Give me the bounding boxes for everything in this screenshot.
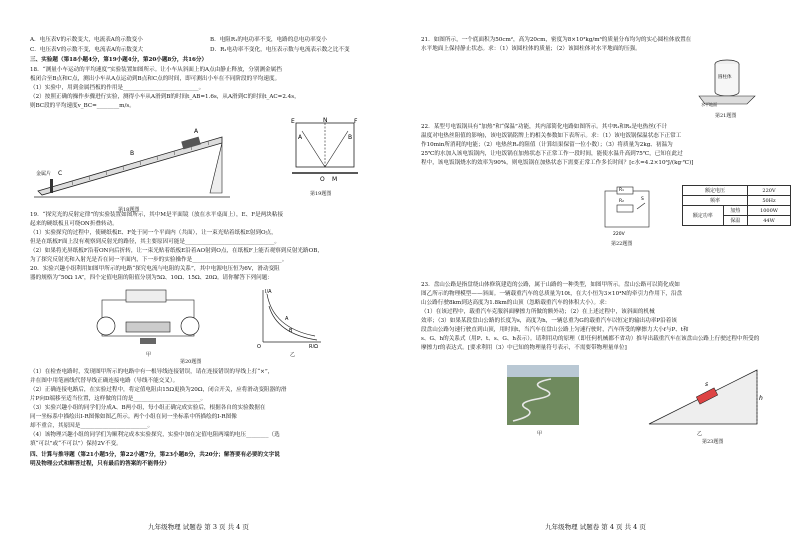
page-3-footer: 九年级物理 试题卷 第 3 页 共 4 页 — [148, 523, 249, 531]
resistor-r2 — [617, 205, 633, 212]
section4-title: 四、计算与推导题（第21小题5分，第22小题7分，第23小题8分，共20分；解答要有必要的文字说 — [30, 452, 280, 458]
q23-line: 摩擦力f的表达式。[要求利用（3）中已知的物理量符号表示，不需要带物理量单位] — [421, 345, 627, 351]
curve-b-label: B — [289, 328, 293, 334]
figure-23-right-label: 乙 — [697, 431, 703, 437]
label-m: M — [332, 176, 338, 183]
spec-cell: 加热 — [723, 206, 747, 216]
q19-line: 但是在纸板F面上没有观察到反射光的路径，其主要原因可能是________________________________。 — [30, 239, 281, 245]
q22-line: 25℃的水加入该电饭锅内，让电饭锅在加热状态下正常工作一段时间，能使水温升高到75℃，已知在此过 — [421, 151, 683, 157]
figure-20-circuit — [92, 286, 204, 348]
q20-line: 器的规格为“50Ω 1A”，四个定值电阻的阻值分别为5Ω、10Ω、15Ω、20Ω。请你解答下列问题： — [30, 275, 273, 281]
q22-line: 程中，该电饭锅烧水的效率为90%，则电饭锅在加热状态下需要正常工作多长时间？[c水=4.2×10³J/(kg·℃)] — [421, 160, 694, 166]
spec-table — [682, 185, 791, 226]
resistor — [140, 338, 156, 344]
figure-20-right-label: 乙 — [290, 352, 296, 358]
q18-line: 18．“测量小车运动的平均速度”实验装置如图所示。让小车从斜面上的A点由静止释放，分别测金属挡 — [30, 67, 282, 73]
spec-cell: 频率 — [683, 196, 748, 206]
figure-23-left-label: 甲 — [537, 431, 543, 437]
spec-cell: 44W — [748, 216, 791, 226]
curve-a-label: A — [285, 316, 289, 322]
q18-line: （1）实验中，用到金属挡板的作用是___________________________。 — [30, 85, 205, 91]
y-axis-label: I/A — [265, 289, 272, 295]
q23-line: s、G、h的关系式（用P、t、s、G、h表示）。请利用功的原理（即任何机械都不省功）推导出载重汽车在该盘山公路上行驶过程中所受的 — [421, 336, 760, 342]
spec-row — [683, 186, 791, 196]
q22-line: 作10min所消耗的电能；（2）电热丝R₂的阻值（计算结果保留一位小数）；（3）将质量为2kg、初温为 — [421, 142, 673, 148]
metal-plate — [50, 179, 53, 193]
q23-line: （1）在该过程中，载重汽车克服斜面摩擦力所做的额外功；（2）在上述过程中，该斜面的机械 — [421, 309, 655, 315]
figure-21-caption: 第21题图 — [715, 113, 737, 119]
q19-line: 为了探究反射光和入射光是否在同一平面内，下一步的实验操作是________________________________。 — [30, 257, 288, 263]
q19-line: 起来的硬纸板且可绕ON折叠转动。 — [30, 221, 118, 227]
q20-part-line: 同一坐标系中描绘出I-R图像如图乙所示。两个小组在同一坐标系中所描绘的I-R图像 — [30, 414, 237, 420]
switch — [637, 203, 645, 209]
option-a: A．电压表V的示数变大，电流表A的示数变小 — [30, 37, 143, 43]
q18-line: 则BC段的平均速度v_BC=________m/s。 — [30, 103, 135, 109]
q19-line: （2）如果将光屏纸板F沿着ON向后折转，让一束光贴着纸板E沿着AO射到O点，在纸板F上能否观察到反射光路OB， — [30, 248, 323, 254]
option-b: B．电阻R₁的电功率不变，电路的总电功率变小 — [210, 37, 327, 43]
rheostat — [126, 322, 170, 332]
option-c: C．电压表V的示数不变，电流表A的示数变大 — [30, 47, 144, 53]
origin-label: O — [257, 344, 261, 348]
ground-label: 水平地面 — [701, 102, 717, 107]
figure-23-photo — [507, 365, 579, 425]
q18-line: 板闭合至B点和C点，测出小车从A点运动到B点和C点的时间，即可测出小车在不同阶段的平均速度。 — [30, 76, 281, 82]
option-d: D．R₁电功率不变化，电压表示数与电流表示数之比不变 — [210, 47, 350, 53]
page-4-footer: 九年级物理 试题卷 第 4 页 共 4 页 — [545, 523, 646, 531]
q23-line: 段盘山公路匀速行驶直到山顶，用时间t，当汽车在盘山公路上匀速行驶时，汽车所受的摩擦力大小f与P、t和 — [421, 327, 689, 333]
q22-line: 22．某型号电饭锅具有“加热”和“保温”功能，其内部简化电路如图所示。其中R₁和R₂是电热丝(不计 — [421, 124, 668, 130]
battery — [126, 290, 166, 302]
q23-line: 图乙所示的物理模型——斜面。一辆载重汽车的总质量为10t，在大小恒为3×10⁴N的牵引力作用下，沿盘 — [421, 291, 683, 297]
label-b: B — [348, 134, 353, 141]
incident-ray — [302, 131, 325, 167]
q19-line: 19．“探究光的反射定律”的实验装置如图所示，其中M是平面镜（放在水平桌面上），E、F是两块粘接 — [30, 212, 284, 218]
voltage-label: 220V — [613, 232, 625, 237]
ammeter — [181, 317, 199, 335]
spec-row — [683, 206, 791, 216]
s-label: s — [705, 381, 709, 388]
figure-22-circuit — [597, 185, 657, 237]
q20-line: 20．实验兴趣小组利用如图甲所示的电路“探究电流与电阻的关系”，其中电源电压恒为6V，滑动变阻 — [30, 266, 280, 272]
figure-20-graph — [255, 286, 325, 348]
point-c-label: C — [58, 170, 63, 177]
x-axis-label: R/Ω — [309, 344, 318, 348]
section4-title: 明及物理公式和解答过程，只有最后的答案的不能得分） — [30, 461, 170, 467]
figure-23-caption: 第23题图 — [702, 439, 724, 445]
spec-cell: 额定电压 — [683, 186, 748, 196]
label-f: F — [354, 118, 358, 125]
cylinder-body — [715, 64, 739, 96]
q19-line: （1）实验探究的过程中，使硬纸板E、F处于同一个平面内（共面），让一束光贴着纸板E射到O点， — [30, 230, 277, 236]
label-a: A — [298, 134, 303, 141]
q23-line: 山公路行驶8km到达高度为1.8km的山顶（忽略载重汽车的体积大小）。求： — [421, 300, 611, 306]
point-b-label: B — [130, 150, 135, 157]
reflected-ray — [325, 131, 348, 167]
label-o: O — [320, 176, 325, 183]
spec-cell: 50Hz — [748, 196, 791, 206]
q18-line: （2）按照正确的操作步骤进行实验，测得小车从A滑到B的时间t_AB=1.6s，从A滑到C的时间t_AC=2.4s， — [30, 94, 300, 100]
page-4 — [397, 0, 794, 539]
q21-line: 水平地面上保持静止状态。求：（1）该圆柱体的质量；（2）该圆柱体对水平地面的压强。 — [421, 46, 641, 52]
figure-18-caption: 第18题图 — [118, 207, 140, 213]
cylinder-label: 圆柱体 — [718, 75, 732, 80]
q20-part-line: 填“可以”或“不可以”）保持2V不变。 — [30, 441, 122, 447]
q20-part-line: 片P向D端移至适当位置，这样做的目的是________________________。 — [30, 396, 207, 402]
spec-cell: 220V — [748, 186, 791, 196]
voltmeter — [97, 317, 115, 335]
figure-18-incline — [32, 113, 232, 203]
figure-23-incline — [645, 362, 765, 428]
q23-line: 效率；（3）如果某段盘山公路的长度为s，高度为h，一辆总重为G的载重汽车以恒定的输出功率P沿着该 — [421, 318, 677, 324]
q20-part-line: 并在图中用笔画线代替导线正确连接电路（导线不能交叉）。 — [30, 378, 179, 384]
figure-22-caption: 第22题图 — [611, 241, 633, 247]
r2-label: R₂ — [619, 199, 624, 204]
spec-cell: 1000W — [748, 206, 791, 216]
q20-part-line: （3）实验兴趣小组的同学们分成A、B两小组，每小组正确完成实验后，根据各自的实验数据在 — [30, 405, 266, 411]
q20-part-line: 却不重合，其原因是________________________。 — [30, 423, 154, 429]
spec-row — [683, 196, 791, 206]
q23-line: 23．盘山公路是指盘绕山体修筑建造的公路，属于山路的一种类型，如图甲所示。盘山公路可以简化成如 — [421, 282, 680, 288]
q21-line: 21．如图所示，一个底面积为50cm²，高为20cm，密度为8×10³kg/m³的质量分布均匀的实心圆柱体放置在 — [421, 37, 692, 43]
h-label: h — [759, 395, 763, 402]
figure-21-cylinder — [697, 56, 757, 108]
label-n: N — [323, 117, 328, 124]
metal-label: 金属片 — [36, 171, 52, 177]
figure-20-caption: 第20题图 — [180, 359, 202, 365]
r1-label: R₁ — [619, 188, 624, 193]
point-a-label: A — [194, 128, 199, 135]
q20-part-line: （4）该物理兴趣小组的同学们为顺利完成本实验探究，实验中加在定值电阻两端的电压________（选 — [30, 432, 280, 438]
q22-line: 温度对电热丝阻值的影响)，该电饭锅铭牌上的相关参数如下表所示。求：（1）该电饭锅保温状态下正常工 — [421, 133, 682, 139]
spec-cell: 保温 — [723, 216, 747, 226]
photo-sky — [507, 365, 579, 377]
label-e: E — [291, 118, 295, 125]
q20-part-line: （1）在检查电路时，发现图甲所示的电路中有一根导线连接错误，请在连接错误的导线上打“×”， — [30, 369, 274, 375]
switch-label: S — [641, 197, 644, 202]
figure-19-reflection — [290, 117, 360, 183]
section3-title: 三、实验题（第18小题4分，第19小题4分，第20小题8分，共16分） — [30, 57, 208, 63]
figure-20-left-label: 甲 — [146, 352, 152, 358]
spec-cell: 额定功率 — [683, 206, 724, 226]
support-block — [210, 143, 222, 193]
q20-part-line: （2）正确连接电路后，在实验过程中，将定值电阻由15Ω更换为20Ω，闭合开关，应将滑动变阻器的滑 — [30, 387, 287, 393]
figure-19-caption: 第19题图 — [310, 191, 332, 197]
